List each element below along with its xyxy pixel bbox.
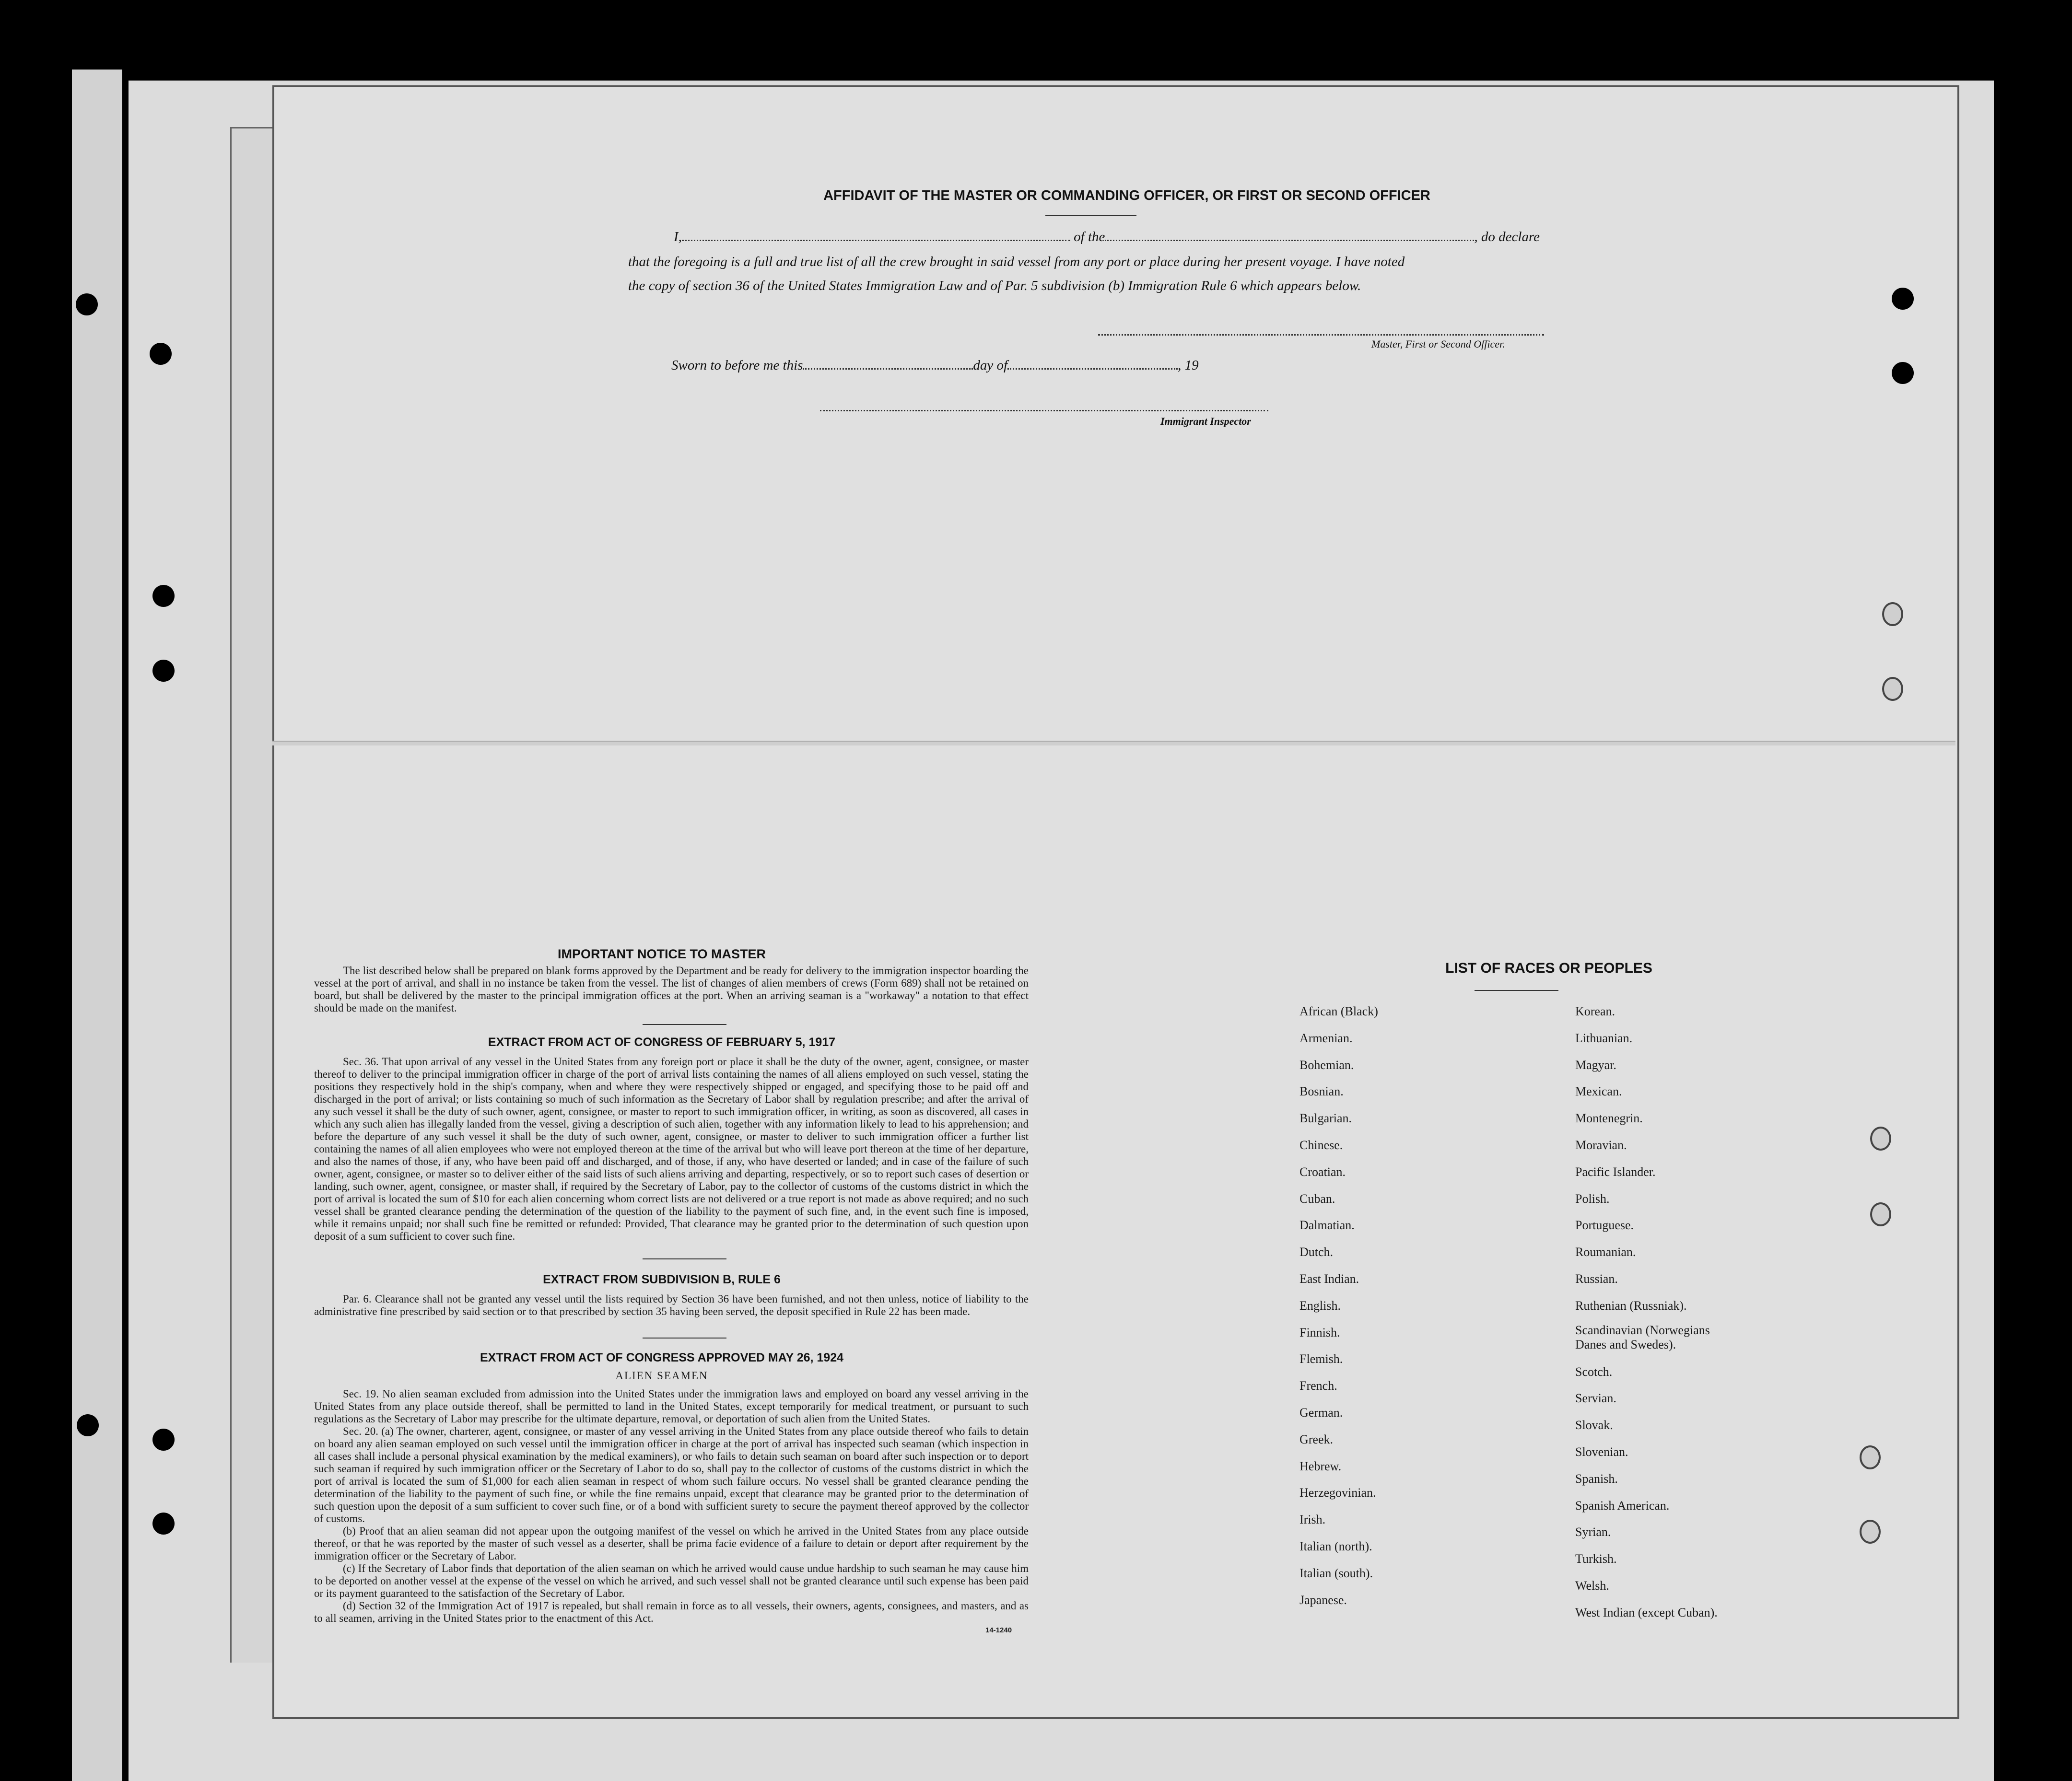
extract-1924-subtitle: ALIEN SEAMEN (615, 1370, 708, 1382)
inner-page-edge (230, 127, 274, 1663)
extract-1924-body (314, 1388, 1029, 1625)
vessel-blank[interactable] (1105, 240, 1474, 241)
race-item: Herzegovinian. (1299, 1486, 1376, 1500)
ring-hole (1882, 677, 1903, 701)
race-item: Moravian. (1575, 1138, 1627, 1152)
punch-hole (152, 1513, 175, 1535)
extract-1917-body: Sec. 36. That upon arrival of any vessel in the United States from any foreign port or place it shall be the duty of the owner, agent, consignee, or master thereof to deliver to the principal immigration officer in charge of the port of arrival lists containing the names of all aliens employed on such vessel, stating the positions they respectively hold in the ship's company, when and where they were respectively shipped or engaged, and specifying those to be paid off and discharged in the port of arrival; or lists containing so much of such information as the Secretary of Labor shall by regulation prescribe; and after the arrival of any such vessel it shall be the duty of such owner, agent, consignee, or master to report to such immigration officer, in writing, as soon as discovered, all cases in which any such alien has illegally landed from the vessel, giving a description of such alien, together with any information likely to lead to his apprehension; and before the departure of any such vessel it shall be the duty of such owner, agent, consignee, or master to deliver to such immigration officer a further list containing the names of all alien employees who were not employed thereon at the time of the arrival but who will leave port thereon at the time of her departure, and also the names of those, if any, who have been paid off and discharged, and of those, if any, who have deserted or landed; and in case of the failure of such owner, agent, consignee, or master so to deliver either of the said lists of such aliens arriving and departing, respectively, or so to report such cases of desertion or landing, such owner, agent, consignee, or master shall, if required by the Secretary of Labor, pay to the collector of customs of the customs district in which the port of arrival is located the sum of $10 for each alien concerning whom correct lists are not delivered or a true report is not made as above required; and no such vessel shall be granted clearance pending the determination of the question of the liability to the payment of such fine, and, in the event such fine is imposed, while it remains unpaid; nor shall such fine be remitted or refunded: Provided, That clearance may be granted prior to the determination of such question upon deposit of a sum sufficient to cover such fine. (314, 1056, 1029, 1242)
race-item: Chinese. (1299, 1138, 1343, 1152)
sec-20c: (c) If the Secretary of Labor finds that deportation of the alien seaman on which he arrived would cause undue hardship to such seaman he may cause him to be deported on another vessel at the expense of the vessel on which he arrived, and such vessel shall not be granted clearance until such expense has been paid or its payment guaranteed to the satisfaction of the Secretary of Labor. (314, 1562, 1029, 1599)
race-item: Spanish. (1575, 1471, 1618, 1486)
subdivision-body: Par. 6. Clearance shall not be granted any vessel until the lists required by Section 36 have been furnished, and not then unless, notice of liability to the administrative fine prescribed by said section or to that prescribed by section 35 having been served, the deposit specified in Rule 22 has been made. (314, 1293, 1029, 1317)
race-item: Irish. (1299, 1513, 1326, 1527)
affidavit-title: AFFIDAVIT OF THE MASTER OR COMMANDING OFFICER, OR FIRST OR SECOND OFFICER (823, 188, 1430, 203)
sec-20a: Sec. 20. (a) The owner, charterer, agent, consignee, or master of any vessel arriving in the United States from any place outside thereof who fails to detain on board any alien seaman employed on such vessel until the immigration officer in charge at the port of arrival has inspected such seaman (which inspection in all cases shall include a personal physical examination by the medical examiners), or who fails to detain such seaman on board after such inspection or to deport such seaman if required by such immigration officer or the Secretary of Labor to do so, shall pay to the collector of customs of the customs district in which the port of arrival is located the sum of $1,000 for each alien seaman in respect of whom such failure occurs. No vessel shall be granted clearance pending the determination of the liability to the payment of such fine, or while the fine remains unpaid, except that clearance may be granted prior to the determination of such question upon the deposit of a sum sufficient to cover such fine, or of a bond with sufficient surety to secure the payment thereof approved by the collector of customs. (314, 1425, 1029, 1525)
punch-hole (1892, 288, 1914, 310)
punch-hole (152, 1429, 175, 1451)
race-item: French. (1299, 1379, 1337, 1393)
sworn-line (671, 358, 1199, 373)
race-item: Croatian. (1299, 1164, 1346, 1179)
race-item: English. (1299, 1298, 1341, 1313)
punch-hole (150, 343, 172, 365)
race-item: East Indian. (1299, 1271, 1359, 1286)
race-item: Montenegrin. (1575, 1111, 1643, 1126)
punch-hole (152, 585, 175, 607)
race-item: Scotch. (1575, 1364, 1613, 1379)
race-item: Slovak. (1575, 1418, 1613, 1432)
race-item: Slovenian. (1575, 1444, 1628, 1459)
race-item: Polish. (1575, 1191, 1610, 1206)
day-of-text: day of (973, 358, 1008, 373)
sworn-text: Sworn to before me this (671, 358, 803, 373)
race-item: Magyar. (1575, 1058, 1616, 1072)
race-item: Mexican. (1575, 1084, 1622, 1099)
race-item: Turkish. (1575, 1552, 1617, 1566)
affidavit-line1 (674, 229, 1540, 245)
race-item: Russian. (1575, 1271, 1618, 1286)
sec-19: Sec. 19. No alien seaman excluded from admission into the United States under the immigration laws and employed on board any vessel arriving in the United States from any place outside thereof, shall be permitted to land in the United States, except temporarily for medical treatment, or pursuant to such regulations as the Secretary of Labor may prescribe for the ultimate departure, removal, or deportation of such alien from the United States. (314, 1388, 1029, 1425)
race-item: Italian (south). (1299, 1566, 1373, 1580)
year-text: , 19 (1178, 358, 1199, 373)
race-item: Spanish American. (1575, 1498, 1670, 1513)
subdivision-title: EXTRACT FROM SUBDIVISION B, RULE 6 (543, 1273, 781, 1286)
sworn-month-blank[interactable] (1007, 368, 1178, 370)
race-item: Korean. (1575, 1004, 1615, 1018)
master-caption: Master, First or Second Officer. (1371, 338, 1505, 350)
race-item: Flemish. (1299, 1352, 1343, 1366)
subdivision-rule (643, 1338, 726, 1339)
affidavit-of-the: of the (1074, 229, 1105, 244)
race-item: Syrian. (1575, 1525, 1611, 1539)
form-number: 14-1240 (985, 1626, 1012, 1634)
sec-20d: (d) Section 32 of the Immigration Act of 1917 is repealed, but shall remain in force as to all vessels, their owners, agents, consignees, and masters, and as to all seamen, arriving in the United States prior to the enactment of this Act. (314, 1600, 1029, 1624)
ring-hole (1870, 1202, 1891, 1226)
punch-hole (77, 1414, 99, 1436)
inspector-caption: Immigrant Inspector (1160, 415, 1251, 427)
race-item: Dalmatian. (1299, 1218, 1355, 1233)
race-item: Pacific Islander. (1575, 1164, 1656, 1179)
race-item: Japanese. (1299, 1593, 1347, 1607)
races-right-column (1575, 1002, 1873, 1630)
ring-hole (1870, 1127, 1891, 1151)
extract-1917-title: EXTRACT FROM ACT OF CONGRESS OF FEBRUARY 5, 1917 (488, 1036, 836, 1049)
race-item: Servian. (1575, 1391, 1616, 1406)
punch-hole (76, 293, 98, 315)
race-item: West Indian (except Cuban). (1575, 1605, 1718, 1619)
punch-hole (1892, 362, 1914, 384)
master-signature-line[interactable] (1098, 334, 1544, 336)
race-item: Finnish. (1299, 1325, 1340, 1339)
race-item: Cuban. (1299, 1191, 1335, 1206)
inspector-signature-line[interactable] (820, 410, 1268, 411)
race-item: Ruthenian (Russniak). (1575, 1298, 1687, 1313)
races-title: LIST OF RACES OR PEOPLES (1445, 960, 1652, 976)
race-item: Lithuanian. (1575, 1031, 1633, 1045)
extract-1924-title: EXTRACT FROM ACT OF CONGRESS APPROVED MAY 26, 1924 (480, 1351, 844, 1364)
race-item: Dutch. (1299, 1245, 1334, 1259)
race-item: German. (1299, 1405, 1343, 1420)
notice-title: IMPORTANT NOTICE TO MASTER (558, 947, 766, 961)
ring-hole (1882, 602, 1903, 626)
notice-body: The list described below shall be prepared on blank forms approved by the Department and be ready for delivery to the immigration inspector boarding the vessel at the port of arrival, and shall in no instance be taken from the vessel. The list of changes of alien members of crews (Form 689) shall not be retained on board, but shall be delivered by the master to the principal immigration offices at the port. When an arriving seaman is a "workaway" a notation to that effect should be made on the manifest. (314, 965, 1029, 1014)
punch-hole (152, 660, 175, 682)
race-item: Greek. (1299, 1432, 1334, 1446)
race-item: Scandinavian (Norwegians Danes and Swedes). (1575, 1323, 1710, 1351)
affidavit-line2: that the foregoing is a full and true list of all the crew brought in said vessel from any port or place during her present voyage. I have noted (628, 254, 1405, 269)
sworn-day-blank[interactable] (803, 368, 973, 370)
race-item: Hebrew. (1299, 1459, 1342, 1473)
race-item: Armenian. (1299, 1031, 1353, 1045)
race-item: Italian (north). (1299, 1539, 1372, 1553)
affidavit-do-declare: , do declare (1474, 229, 1540, 244)
race-item: Portuguese. (1575, 1218, 1634, 1233)
page-fold (272, 741, 1955, 745)
race-item: Bulgarian. (1299, 1111, 1352, 1126)
title-rule (1045, 215, 1136, 216)
races-rule (1475, 990, 1558, 991)
notice-rule (643, 1024, 726, 1025)
sec-20b: (b) Proof that an alien seaman did not appear upon the outgoing manifest of the vessel on which he arrived in the United States from any place outside thereof, or that he was reported by the master of such vessel as a deserter, shall be prima facie evidence of a failure to detain or deport after requirement by the immigration officer or the Secretary of Labor. (314, 1525, 1029, 1562)
race-item: African (Black) (1299, 1004, 1378, 1018)
race-item: Roumanian. (1575, 1245, 1636, 1259)
race-item: Welsh. (1575, 1578, 1609, 1593)
binding-strip (72, 70, 122, 1781)
race-item: Bohemian. (1299, 1058, 1354, 1072)
name-blank[interactable] (682, 240, 1070, 241)
extract-1917-rule (643, 1258, 726, 1259)
affidavit-i: I, (674, 229, 682, 244)
affidavit-line3: the copy of section 36 of the United States Immigration Law and of Par. 5 subdivision (b) Immigration Rule 6 which appears below. (628, 278, 1361, 293)
races-left-column (1299, 1002, 1549, 1617)
race-item: Bosnian. (1299, 1084, 1344, 1099)
